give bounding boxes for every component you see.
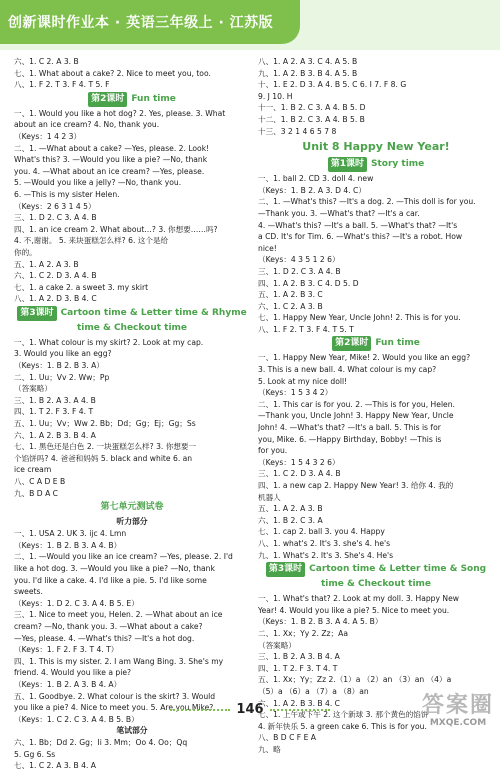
answer-line: 3. Would you like an egg? [14, 349, 112, 359]
lesson-tag: 第3课时 [17, 306, 56, 321]
answer-line: 你的。 [14, 247, 37, 257]
answer-line: you. I'd like a cake. 4. I'd like a pie. 5. I'd like some [14, 575, 207, 585]
answer-line: 十、1. E 2. D 3. A 4. B 5. C 6. I 7. F 8. G [258, 80, 407, 90]
answer-line: （Keys：1. B 2. B 3. A 4. B） [14, 540, 122, 550]
answer-line: 八、C A D E B [14, 477, 66, 486]
section-heading [258, 336, 494, 351]
page-number: 146 [236, 702, 264, 717]
answer-line: 八、B D C F E A [258, 733, 316, 743]
answer-line: （答案略） [258, 640, 296, 650]
answer-line: 五、1. A 2. A 3. B [258, 504, 323, 514]
header-banner [0, 0, 500, 50]
sub-heading: 听力部分 [116, 517, 148, 527]
answer-line: （Keys：1. B 2. B 3. A） [14, 361, 104, 371]
answer-line: 5. Look at my nice doll! [258, 376, 348, 386]
answer-line: sweets. [14, 587, 43, 597]
answer-line: 一、1. Happy New Year, Mike! 2. Would you like an egg? [258, 353, 471, 363]
lesson-title: Fun time [375, 338, 420, 349]
answer-line: 三、1. D 2. C 3. A 4. B [258, 266, 341, 276]
answer-line: 四、1. T 2. F 3. F 4. T [14, 407, 94, 417]
answer-line: 一、1. Would you like a hot dog? 2. Yes, please. 3. What [14, 108, 226, 118]
answer-line: 四、1. T 2. F 3. T 4. T [258, 663, 338, 673]
answer-line: （Keys：2 6 3 1 4 5） [14, 201, 96, 211]
section-heading [14, 306, 250, 336]
answer-line: 5. —Would you like a jelly? —No, thank you. [14, 178, 182, 188]
section-heading [258, 157, 494, 172]
answer-line: （Keys：1. B 2. A 3. B 4. A） [14, 679, 122, 689]
answer-line: 五、1. A 2. B 3. C [258, 290, 323, 300]
answer-line: 9. J 10. H [258, 91, 293, 101]
answer-line: 七、1. Happy New Year, Uncle John! 2. This is for you. [258, 313, 461, 323]
answer-line: 4. —What's this? —It's a ball. 5. —What's that? —It's [258, 220, 458, 230]
answer-line: 八、1. F 2. T 3. F 4. T 5. F [14, 80, 110, 90]
answer-line: What's this? 3. —Would you like a pie? —No, thank [14, 155, 208, 165]
answer-line: 六、1. A 2. B 3. B 4. A [14, 430, 96, 440]
answer-line: 二、1. Xx；Yy 2. Zz；Aa [258, 628, 348, 638]
answer-line: 机器人 [258, 492, 281, 502]
answer-line: （Keys：1. D 2. C 3. A 4. B 5. E） [14, 598, 139, 608]
answer-line: you like a pie? 4. Nice to meet you. 5. Are you Mike? [14, 703, 214, 713]
section-heading: 第七单元测试卷 [100, 502, 164, 513]
answer-line: （Keys：4 3 5 1 2 6） [258, 255, 340, 265]
answer-line: 六、1. C 2. A 3. B [258, 301, 323, 311]
answer-line: 七、1. a cake 2. a sweet 3. my skirt [14, 282, 149, 292]
answer-line: —Thank you, Uncle John! 3. Happy New Year, Uncle [258, 411, 454, 421]
answer-line: 八、1. A 2. A 3. C 4. A 5. B [258, 57, 358, 66]
answer-line: （Keys：1 5 3 4 2） [258, 388, 333, 398]
answer-line: 四、1. a new cap 2. Happy New Year! 3. 给你 4. 我的 [258, 481, 454, 490]
answer-line: 六、1. Bb；Dd 2. Gg；Ii 3. Mm；Oo 4. Oo；Qq [14, 738, 188, 748]
answer-line: （答案略） [14, 384, 52, 394]
answer-line: 五、1. Uu；Vv；Ww 2. Bb；Dd；Gg；Ej；Gg；Ss [14, 419, 196, 429]
answer-line: 二、1. —What's this? —It's a dog. 2. —This doll is for you. [258, 197, 476, 207]
answer-line: you. 4. —What about an ice cream? —Yes, please. [14, 166, 205, 176]
left-column [14, 56, 250, 772]
book-title: 创新课时作业本 · 英语三年级上 · 江苏版 [8, 15, 274, 31]
lesson-title: Fun time [131, 93, 176, 104]
answer-line: 四、1. A 2. B 3. C 4. D 5. D [258, 278, 359, 288]
answer-line: 三、1. B 2. A 3. A 4. B [14, 395, 96, 405]
answer-line: 三、1. B 2. A 3. B 4. A [258, 652, 340, 662]
answer-line: （5）a （6）a （7）a （8）an [258, 686, 369, 696]
answer-line: 二、1. This car is for you. 2. —This is for you, Helen. [258, 399, 455, 409]
answer-line: 十一、1. B 2. C 3. A 4. B 5. D [258, 103, 366, 113]
answer-line: 六、1. B 2. C 3. A [258, 515, 323, 525]
answer-line: 八、1. F 2. T 3. F 4. T 5. T [258, 324, 354, 334]
answer-line: 七、1. cap 2. ball 3. you 4. Happy [258, 527, 385, 537]
watermark-logo-text: 答案圈 [421, 693, 494, 718]
answer-line: for you. [258, 446, 288, 456]
answer-line: 四、1. This is my sister. 2. I am Wang Bing. 3. She's my [14, 656, 224, 666]
answer-line: John! 4. —What's that? —It's a ball. 5. This is for [258, 423, 441, 433]
answer-line: （Keys：1 4 2 3） [14, 131, 82, 141]
answer-line: 一、1. ball 2. CD 3. doll 4. new [258, 174, 374, 184]
sub-heading: 笔试部分 [116, 726, 148, 736]
answer-line: like a hot dog. 3. —Would you like a pie? —No, thank [14, 563, 215, 573]
answer-line: 十二、1. B 2. C 3. A 4. B 5. B [258, 114, 365, 124]
answer-line: 二、1. —Would you like an ice cream? —Yes, please. 2. I'd [14, 552, 233, 562]
answer-line: 五、1. Goodbye. 2. What colour is the skirt? 3. Would [14, 691, 216, 701]
answer-line: （Keys：1. C 2. C 3. A 4. B 5. B） [14, 714, 139, 724]
section-heading [258, 562, 494, 592]
answer-line: （Keys：1. B 2. A 3. D 4. C） [258, 185, 366, 195]
answer-line: 3. This is a new ball. 4. What colour is my cap? [258, 365, 437, 375]
lesson-tag: 第2课时 [88, 92, 127, 107]
answer-line: 六、1. C 2. A 3. B [14, 57, 79, 66]
right-column [258, 56, 494, 755]
answer-line: 四、1. an ice cream 2. What about…? 3. 你想要……吗? [14, 224, 218, 234]
answer-line: 二、1. —What about a cake? —Yes, please. 2. Look! [14, 143, 210, 153]
answer-line: ice cream [14, 465, 52, 475]
answer-line: 六、1. C 2. D 3. A 4. B [14, 271, 97, 281]
answer-line: 六、1. A 2. B 3. B 4. C [258, 698, 340, 708]
answer-line: 二、1. Uu；Vv 2. Ww；Pp [14, 372, 110, 382]
answer-line: you, Mike. 6. —Happy Birthday, Bobby! —This is [258, 434, 442, 444]
lesson-title-line2: time & Checkout time [76, 322, 188, 333]
answer-line: 七、1. 上午或下午 2. 这个新球 3. 那个黄色的馅饼 [258, 710, 429, 720]
answer-line: —Thank you. 3. —What's that? —It's a car. [258, 208, 420, 218]
answer-line: 八、1. what's 2. It's 3. she's 4. he's [258, 538, 391, 548]
lesson-title-line2: time & Checkout time [320, 579, 432, 590]
answer-line: （Keys：1 5 4 3 2 6） [258, 457, 340, 467]
watermark-logo [418, 688, 498, 732]
unit-heading: Unit 8 Happy New Year! [302, 140, 450, 154]
answer-line: 九、1. A 2. B 3. B 4. A 5. B [258, 68, 358, 78]
answer-line: a CD. It's for Tim. 6. —What's this? —It's a robot. How [258, 232, 463, 242]
answer-line: 5. Gg 6. Ss [14, 749, 56, 759]
answer-line: 一、1. What's that? 2. Look at my doll. 3. Happy New [258, 594, 459, 604]
lesson-title: Story time [370, 159, 425, 170]
answer-line: 七、1. C 2. A 3. B 4. A [14, 761, 96, 771]
answer-line: 七、1. What about a cake? 2. Nice to meet you, too. [14, 68, 211, 78]
lesson-tag: 第2课时 [332, 336, 371, 351]
answer-line: （Keys：1. B 2. B 3. A 4. A 5. B） [258, 617, 383, 627]
answer-line: 4. 不,谢谢。 5. 来块蛋糕怎么样? 6. 这个是给 [14, 236, 169, 246]
lesson-tag: 第3课时 [266, 562, 305, 577]
answer-line: 七、1. 黑色还是白色 2. 一块蛋糕怎么样? 3. 你想要一 [14, 442, 197, 452]
answer-line: cream? —No, thank you. 3. —What about a cake? [14, 621, 203, 631]
header-strip [0, 0, 300, 44]
answer-line: 一、1. USA 2. UK 3. ijc 4. Lmn [14, 529, 127, 539]
watermark-url: MXQE.COM [429, 718, 487, 728]
answer-line: 九、B D A C [14, 488, 58, 498]
answer-line: 个馅饼吗? 4. 爸爸和妈妈 5. black and white 6. an [14, 453, 193, 463]
answer-line: 五、1. Xx；Yy；Zz 2.（1）a （2）an （3）an （4）a [258, 675, 452, 685]
answer-line: Year! 4. Would you like a pie? 5. Nice to meet you. [258, 605, 450, 615]
answer-line: about an ice cream? 4. No, thank you. [14, 120, 160, 130]
answer-line: （Keys：1. F 2. F 3. T 4. T） [14, 645, 119, 655]
lesson-title: Cartoon time & Letter time & Song [309, 564, 487, 575]
answer-line: 十三、3 2 1 4 6 5 7 8 [258, 126, 337, 136]
answer-line: 九、1. What's 2. It's 3. She's 4. He's [258, 550, 394, 560]
answer-line: nice! [258, 243, 277, 253]
section-heading [14, 92, 250, 107]
answer-line: 4. 新年快乐 5. a green cake 6. This is for you. [258, 721, 427, 731]
answer-line: friend. 4. Would you like a pie? [14, 668, 132, 678]
answer-line: 三、1. C 2. D 3. A 4. B [258, 469, 341, 479]
answer-line: 八、1. A 2. D 3. B 4. C [14, 294, 97, 304]
answer-line: 一、1. What colour is my skirt? 2. Look at my cap. [14, 337, 204, 347]
answer-line: 三、1. D 2. C 3. A 4. B [14, 213, 97, 223]
answer-line: —Yes, please. 4. —What's this? —It's a hot dog. [14, 633, 195, 643]
answer-line: 三、1. Nice to meet you, Helen. 2. —What about an ice [14, 610, 223, 620]
answer-line: 五、1. A 2. A 3. B [14, 259, 79, 269]
lesson-tag: 第1课时 [328, 157, 367, 172]
answer-line: 6. —This is my sister Helen. [14, 189, 120, 199]
answer-line: 九、略 [258, 744, 281, 754]
lesson-title: Cartoon time & Letter time & Rhyme [60, 307, 247, 318]
